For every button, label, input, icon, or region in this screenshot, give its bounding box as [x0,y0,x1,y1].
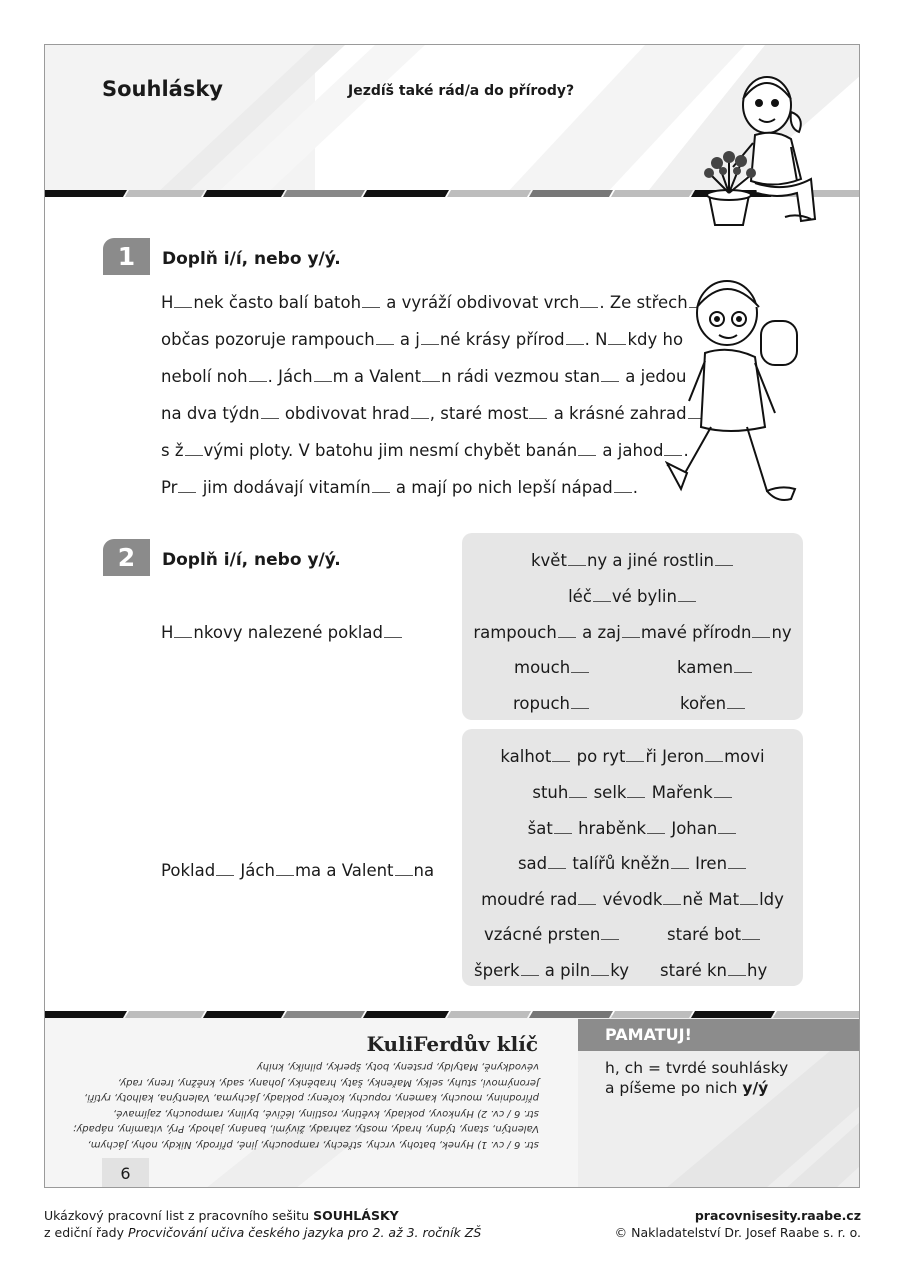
remember-box-text [605,1058,788,1098]
remember-line-2 [605,1078,788,1098]
text-segment: šat [527,819,553,838]
exercise-2-prompt-2 [161,861,434,880]
fill-in-blank[interactable] [647,830,665,834]
fill-in-blank[interactable] [601,936,619,940]
footer-divider [45,1011,860,1018]
fill-in-blank[interactable] [568,562,586,566]
text-segment: talířů kněžn [567,854,670,873]
remember-box-title: PAMATUJ! [578,1019,860,1051]
text-segment: ropuch [513,694,570,713]
text-segment: mavé přírodn [640,623,752,642]
exercise-2-prompt-1 [161,623,403,642]
fill-in-blank[interactable] [362,304,380,308]
fill-in-blank[interactable] [174,634,192,638]
word-item [474,961,629,981]
fill-in-blank[interactable] [566,341,584,345]
text-segment: jim dodávají vitamín [197,478,371,497]
text-segment: vzácné prsten [484,925,601,944]
word-item [462,587,803,607]
footer-left-line-1 [44,1207,481,1224]
fill-in-blank[interactable] [601,378,619,382]
girl-with-flowers-illustration [695,67,825,237]
page-number: 6 [102,1158,149,1188]
word-box-2 [462,729,803,986]
word-item [462,747,803,767]
fill-in-blank[interactable] [571,705,589,709]
text-segment: a piln [539,961,591,980]
fill-in-blank[interactable] [558,634,576,638]
word-item [462,783,803,803]
fill-in-blank[interactable] [569,794,587,798]
text-segment: Poklad [161,861,216,880]
page-subtitle: Jezdíš také rád/a do přírody? [348,83,575,99]
text-segment: a jedou [620,367,687,386]
fill-in-blank[interactable] [174,304,192,308]
text-segment: Mařenk [646,783,713,802]
text-segment: a mají po nich lepší nápad [390,478,613,497]
text-segment: vé bylin [611,587,677,606]
text-segment: na [413,861,435,880]
text-segment: nebolí noh [161,367,248,386]
text-segment: kalhot [500,747,552,766]
fill-in-blank[interactable] [734,669,752,673]
fill-in-blank[interactable] [216,872,234,876]
fill-in-blank[interactable] [422,378,440,382]
exercise-1-line [161,293,708,313]
fill-in-blank[interactable] [622,634,640,638]
footer-left-line-1-bold: SOUHLÁSKY [313,1208,399,1223]
exercise-1-instruction: Doplň i/í, nebo y/ý. [162,249,341,269]
exercise-2-instruction: Doplň i/í, nebo y/ý. [162,550,341,570]
fill-in-blank[interactable] [421,341,439,345]
worksheet-frame [44,44,860,1188]
text-segment: moudré rad [481,890,578,909]
text-segment: H [161,623,174,642]
fill-in-blank[interactable] [663,901,681,905]
text-segment: staré kn [660,961,728,980]
fill-in-blank[interactable] [372,489,390,493]
fill-in-blank[interactable] [740,901,758,905]
word-item [462,623,803,643]
fill-in-blank[interactable] [580,304,598,308]
text-segment: Pr [161,478,178,497]
fill-in-blank[interactable] [185,452,203,456]
text-segment: . N [584,330,608,349]
fill-in-blank[interactable] [395,872,413,876]
text-segment: kamen [677,658,734,677]
text-segment: movi [724,747,765,766]
exercise-1-line [161,441,689,461]
text-segment: sad [517,854,548,873]
text-segment: ldy [759,890,784,909]
text-segment: . Jách [267,367,313,386]
word-item [660,961,767,981]
fill-in-blank[interactable] [714,794,732,798]
fill-in-blank[interactable] [626,758,644,762]
text-segment: H [161,293,174,312]
text-segment: kdy ho [627,330,684,349]
text-segment: ny [771,623,792,642]
text-segment: a jahod [597,441,664,460]
fill-in-blank[interactable] [593,598,611,602]
fill-in-blank[interactable] [678,598,696,602]
text-segment: hraběnk [572,819,647,838]
fill-in-blank[interactable] [249,378,267,382]
text-segment: hy [747,961,768,980]
word-item [484,925,620,945]
text-segment: , staré most [429,404,529,423]
word-item [680,694,746,714]
text-segment: obdivovat hrad [279,404,410,423]
word-item [462,819,803,839]
exercise-1-line [161,478,638,498]
exercise-1-number: 1 [103,238,150,275]
fill-in-blank[interactable] [728,972,746,976]
fill-in-blank[interactable] [548,865,566,869]
text-segment: nkovy nalezené poklad [193,623,383,642]
text-segment: květ [530,551,567,570]
fill-in-blank[interactable] [752,634,770,638]
fill-in-blank[interactable] [715,562,733,566]
text-segment: né krásy přírod [439,330,565,349]
word-item [462,854,803,874]
text-segment: šperk [474,961,520,980]
page-title: Souhlásky [102,77,223,101]
footer-left [44,1207,481,1241]
text-segment: Iren [689,854,728,873]
text-segment: ně Mat [682,890,740,909]
footer-left-line-2-prefix: z ediční řady [44,1225,128,1240]
text-segment: po ryt [571,747,626,766]
text-segment: vévodk [597,890,663,909]
remember-line-2-bold: y/ý [742,1079,769,1097]
word-box-1 [462,533,803,720]
fill-in-blank[interactable] [671,865,689,869]
word-item [462,890,803,910]
boy-with-backpack-illustration [665,277,805,509]
text-segment: a vyráží obdivovat vrch [381,293,580,312]
text-segment: selk [588,783,627,802]
text-segment: a krásné zahrad [548,404,687,423]
text-segment: občas pozoruje rampouch [161,330,375,349]
exercise-1-line [161,367,686,387]
text-segment: ky [610,961,629,980]
fill-in-blank[interactable] [578,901,596,905]
exercise-2-number: 2 [103,539,150,576]
text-segment: s ž [161,441,184,460]
fill-in-blank[interactable] [411,415,429,419]
footer-right [615,1207,861,1241]
fill-in-blank[interactable] [591,972,609,976]
text-segment: na dva týdn [161,404,260,423]
fill-in-blank[interactable] [552,758,570,762]
footer-left-line-1-prefix: Ukázkový pracovní list z pracovního sešitu [44,1208,314,1223]
remember-line-1: h, ch = tvrdé souhlásky [605,1059,789,1077]
text-segment: . Ze střech [599,293,688,312]
text-segment: kořen [680,694,727,713]
fill-in-blank[interactable] [554,830,572,834]
fill-in-blank[interactable] [261,415,279,419]
fill-in-blank[interactable] [521,972,539,976]
text-segment: a j [394,330,420,349]
footer-left-line-2 [44,1224,481,1241]
word-item [667,925,761,945]
fill-in-blank[interactable] [529,415,547,419]
fill-in-blank[interactable] [614,489,632,493]
answer-key-text: str. 6 / cv. 1) Hynek, batohy, vrchy, střechy, rampouchy, jiné, přírody, Nikdy, nohy, Jáchym, Valentýn, stany, týdny, hrady, mosty, zahrady, živými, banány, jahody, Prý, vitamíny, nápady; str. 6 / cv. 2) Hynkovy, poklady, květiny, rostliny, léčivé, byliny, rampouchy, zajímavé, přírodniny, mouchy, kameny, ropuchy, kořeny; poklady, Jáchyma, Valentýna, kalhoty, rytíři, Jeronýmovi, stuhy, selky, Mařenky, šaty, hraběnky, Johany, sady, kněžny, Ireny, rady, vévodkyně, Matyldy, prsteny, boty, šperky, pilníky, knihy [72,1061,539,1150]
text-segment: vými ploty. V batohu jim nesmí chybět banán [203,441,578,460]
answer-key-title: KuliFerdův klíč [366,1032,538,1056]
word-item [462,551,803,571]
text-segment: nek často balí batoh [193,293,362,312]
text-segment: ma a Valent [294,861,394,880]
fill-in-blank[interactable] [571,669,589,673]
fill-in-blank[interactable] [376,341,394,345]
word-item [514,658,590,678]
text-segment: ři Jeron [645,747,705,766]
footer-left-line-2-italic: Procvičování učiva českého jazyka pro 2. až 3. ročník ZŠ [127,1225,482,1240]
text-segment: . [632,478,639,497]
fill-in-blank[interactable] [178,489,196,493]
fill-in-blank[interactable] [728,865,746,869]
fill-in-blank[interactable] [384,634,402,638]
word-item [677,658,753,678]
footer-website[interactable]: pracovnisesity.raabe.cz [694,1208,861,1223]
fill-in-blank[interactable] [578,452,596,456]
text-segment: mouch [514,658,571,677]
fill-in-blank[interactable] [276,872,294,876]
exercise-1-line [161,330,683,350]
text-segment: m a Valent [332,367,422,386]
word-item [513,694,590,714]
fill-in-blank[interactable] [705,758,723,762]
text-segment: . [683,441,689,460]
text-segment: Johan [666,819,718,838]
text-segment: ny a jiné rostlin [586,551,714,570]
text-segment: a zaj [576,623,621,642]
text-segment: stuh [532,783,569,802]
text-segment: rampouch [473,623,557,642]
text-segment: léč [568,587,592,606]
text-segment: staré bot [667,925,742,944]
fill-in-blank[interactable] [627,794,645,798]
fill-in-blank[interactable] [718,830,736,834]
footer-copyright: © Nakladatelství Dr. Josef Raabe s. r. o. [614,1225,861,1240]
text-segment: n rádi vezmou stan [441,367,601,386]
remember-line-2-prefix: a píšeme po nich [605,1079,743,1097]
fill-in-blank[interactable] [727,705,745,709]
fill-in-blank[interactable] [608,341,626,345]
exercise-1-line [161,404,707,424]
text-segment: Jách [235,861,275,880]
fill-in-blank[interactable] [314,378,332,382]
fill-in-blank[interactable] [742,936,760,940]
